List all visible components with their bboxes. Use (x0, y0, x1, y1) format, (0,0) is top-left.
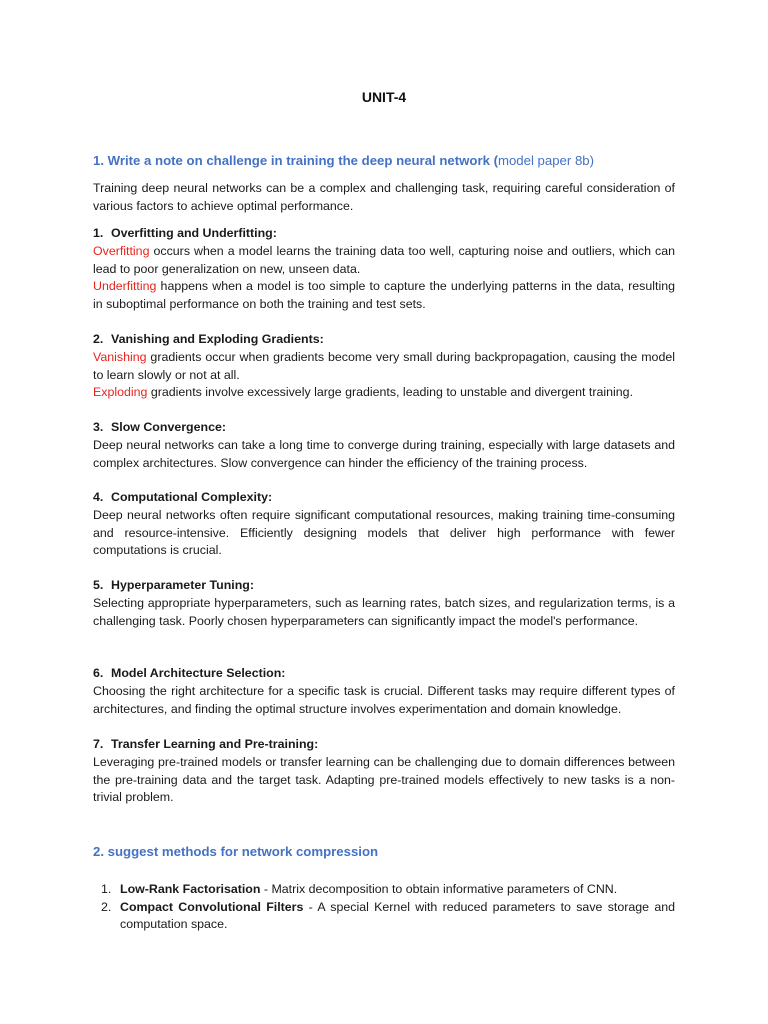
section-4-body: Deep neural networks often require significant computational resources, making training time-consuming and resource-intensive. Efficiently designing models that deliver high performance with fewer computations is crucial. (93, 508, 675, 558)
section-3-body: Deep neural networks can take a long time to converge during training, especially with large datasets and complex architectures. Slow convergence can hinder the efficiency of the training process. (93, 438, 675, 470)
section-2-title (93, 332, 324, 346)
term-vanishing: Vanishing (93, 350, 147, 364)
question-2-heading: 2. suggest methods for network compression (93, 844, 379, 859)
section-6-title-text: Model Architecture Selection: (111, 666, 286, 680)
section-6-title (93, 666, 285, 680)
section-5-title-text: Hyperparameter Tuning: (111, 578, 254, 592)
question-1-intro: Training deep neural networks can be a complex and challenging task, requiring careful consideration of various factors to achieve optimal performance. (93, 181, 675, 213)
method-description: - A special Kernel with reduced parameters to save storage and computation space. (120, 899, 676, 932)
section-6-body: Choosing the right architecture for a specific task is crucial. Different tasks may require different types of architectures, and finding the optimal structure involves experimentation and domain knowledge. (93, 684, 675, 716)
section-7-body: Leveraging pre-trained models or transfer learning can be challenging due to domain differences between the pre-training data and the target task. Adapting pre-trained models effectively to new tasks is a non-trivial problem. (93, 755, 675, 805)
overfitting-text: occurs when a model learns the training data too well, capturing noise and outliers, which can lead to poor generalization on new, unseen data. (93, 244, 675, 276)
section-2-exploding-para (93, 384, 675, 402)
question-1-heading (93, 153, 594, 168)
term-overfitting: Overfitting (93, 244, 150, 258)
section-4-title-text: Computational Complexity: (111, 490, 273, 504)
section-2-number: 2. (93, 332, 104, 346)
underfitting-text: happens when a model is too simple to capture the underlying patterns in the data, resulting in suboptimal performance on both the training and test sets. (93, 279, 675, 311)
section-3-title (93, 420, 226, 434)
section-1-number: 1. (93, 226, 104, 240)
section-3-title-text: Slow Convergence: (111, 420, 226, 434)
section-4-number: 4. (93, 490, 104, 504)
section-7-title (93, 737, 318, 751)
list-item (93, 881, 675, 899)
section-7-number: 7. (93, 737, 104, 751)
list-item-number: 2. (101, 899, 112, 914)
list-item-number: 1. (101, 882, 112, 896)
section-1-underfitting-para (93, 278, 675, 313)
compression-methods-list (93, 881, 675, 934)
section-5-title (93, 578, 254, 592)
section-5-body: Selecting appropriate hyperparameters, such as learning rates, batch sizes, and regularization terms, is a challenging task. Poorly chosen hyperparameters can significantly impact the model's performance. (93, 596, 675, 628)
section-7-title-text: Transfer Learning and Pre-training: (111, 737, 319, 751)
question-1-heading-note: model paper 8b) (497, 153, 595, 168)
question-1-heading-text: 1. Write a note on challenge in training the deep neural network ( (93, 153, 498, 168)
exploding-text: gradients involve excessively large gradients, leading to unstable and divergent training. (147, 385, 634, 399)
section-1-title-text: Overfitting and Underfitting: (111, 226, 277, 240)
section-2-vanishing-para (93, 349, 675, 384)
term-exploding: Exploding (93, 385, 148, 399)
section-2-title-text: Vanishing and Exploding Gradients: (111, 332, 324, 346)
section-4-title (93, 490, 272, 504)
vanishing-text: gradients occur when gradients become very small during backpropagation, causing the model to learn slowly or not at all. (93, 350, 675, 382)
section-5-number: 5. (93, 578, 104, 592)
section-1-title (93, 226, 277, 240)
method-term: Compact Convolutional Filters (120, 899, 304, 914)
section-3-number: 3. (93, 420, 104, 434)
section-6-number: 6. (93, 666, 104, 680)
method-description: - Matrix decomposition to obtain informative parameters of CNN. (260, 882, 618, 896)
list-item (93, 899, 675, 934)
term-underfitting: Underfitting (93, 279, 157, 293)
section-1-overfitting-para (93, 243, 675, 278)
page-title: UNIT-4 (361, 89, 407, 105)
method-term: Low-Rank Factorisation (120, 882, 261, 896)
